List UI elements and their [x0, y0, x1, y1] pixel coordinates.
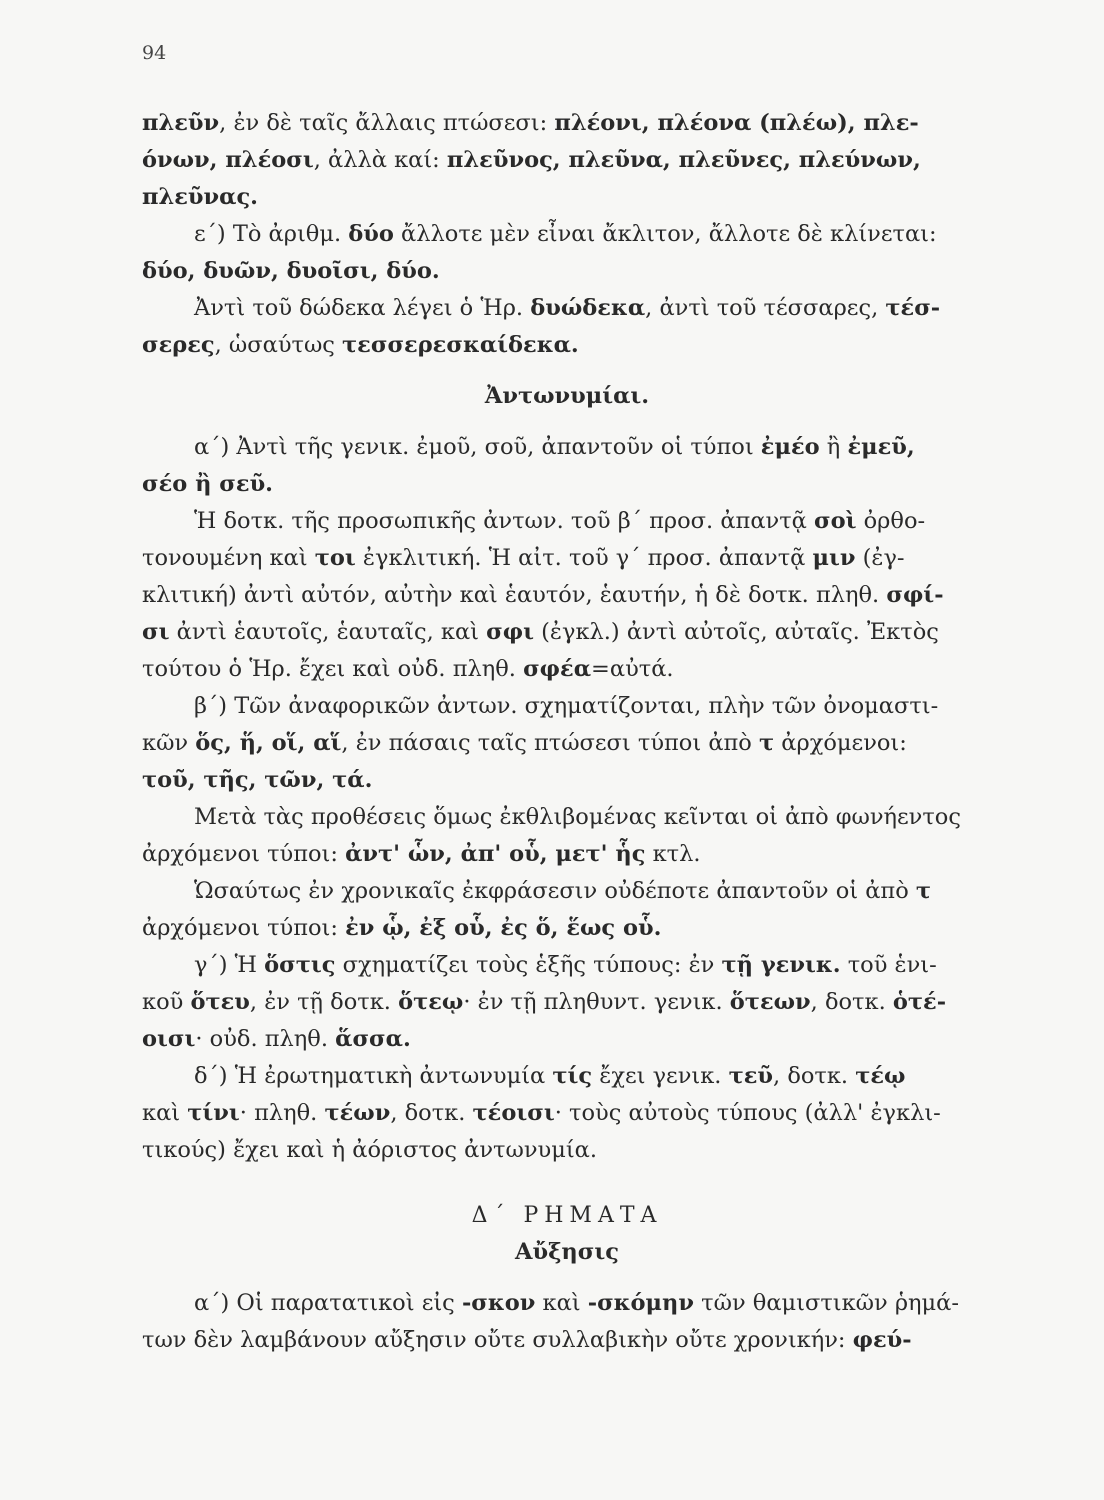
- bold-term: τίνι: [187, 1100, 240, 1126]
- text-line: [142, 910, 992, 947]
- text-run: Μετὰ τὰς προθέσεις ὅμως ἐκθλιβομένας κεῖνται οἱ ἀπὸ φωνήεντος: [194, 804, 961, 830]
- text-line: [142, 1322, 992, 1359]
- text-run: ἔχει γενικ.: [592, 1063, 729, 1089]
- text-run: ἀρχόμενοι τύποι:: [142, 915, 346, 941]
- text-run: κτλ.: [645, 841, 701, 867]
- bold-term: σφέα: [523, 656, 592, 682]
- text-run: Ἡ δοτκ. τῆς προσωπικῆς ἀντων. τοῦ β΄ προσ. ἀπαντᾷ: [194, 508, 814, 534]
- text-run: α΄) Ἀντὶ τῆς γενικ. ἐμοῦ, σοῦ, ἀπαντοῦν οἱ τύποι: [194, 434, 761, 460]
- text-run: α΄) Οἱ παρατατικοὶ εἰς: [194, 1290, 462, 1316]
- text-run: , ἐν δὲ ταῖς ἄλλαις πτώσεσι:: [219, 110, 555, 136]
- bold-term: σερες: [142, 332, 215, 358]
- text-run: , δοτκ.: [390, 1100, 473, 1126]
- bold-term: τέῳ: [855, 1063, 906, 1089]
- bold-term: σφι: [486, 619, 534, 645]
- bold-term: τίς: [552, 1063, 593, 1089]
- bold-term: τέσ-: [885, 295, 941, 321]
- text-line: [142, 378, 992, 415]
- text-run: ἀντὶ ἑαυτοῖς, ἑαυταῖς, καὶ: [169, 619, 487, 645]
- bold-term: ἀντ' ὧν, ἀπ' οὗ, μετ' ἧς: [345, 841, 646, 867]
- bold-term: ἅσσα.: [335, 1026, 411, 1052]
- bold-term: φεύ-: [852, 1327, 912, 1353]
- text-run: , ἐν πάσαις ταῖς πτώσεσι τύποι ἀπὸ: [341, 730, 760, 756]
- bold-term: δυώδεκα: [530, 295, 646, 321]
- bold-term: πλεῦνος, πλεῦνα, πλεῦνες, πλεύνων,: [446, 147, 921, 173]
- text-run: , ἐν τῇ δοτκ.: [249, 989, 399, 1015]
- text-run: των δὲν λαμβάνουν αὔξησιν οὔτε συλλαβικὴν οὔτε χρονικήν:: [142, 1327, 853, 1353]
- bold-term: ὅτεῳ: [398, 989, 464, 1015]
- bold-term: τοῦ, τῆς, τῶν, τά.: [142, 767, 373, 793]
- bold-term: τέων: [324, 1100, 391, 1126]
- text-line: [142, 290, 992, 327]
- text-line: [142, 216, 992, 253]
- bold-term: ἐμέο: [760, 434, 820, 460]
- bold-term: ὁτέ-: [892, 989, 947, 1015]
- text-line: [142, 836, 992, 873]
- bold-term: ὅτεων: [729, 989, 811, 1015]
- text-run: τούτου ὁ Ἡρ. ἔχει καὶ οὐδ. πληθ.: [142, 656, 524, 682]
- page-body: [142, 105, 992, 1359]
- text-line: [142, 179, 992, 216]
- text-run: ε΄) Τὸ ἀριθμ.: [194, 221, 349, 247]
- text-line: [142, 1095, 992, 1132]
- page-number: 94: [142, 42, 167, 64]
- text-run: , ἀλλὰ καί:: [313, 147, 447, 173]
- text-run: Ὡσαύτως ἐν χρονικαῖς ἐκφράσεσιν οὐδέποτε ἀπαντοῦν οἱ ἀπὸ: [194, 878, 916, 904]
- text-line: [142, 1058, 992, 1095]
- text-line: [142, 947, 992, 984]
- bold-term: τέοισι: [472, 1100, 555, 1126]
- text-run: καὶ: [535, 1290, 588, 1316]
- bold-term: δύο, δυῶν, δυοῖσι, δύο.: [142, 258, 440, 284]
- text-line: [142, 540, 992, 577]
- text-line: [142, 466, 992, 503]
- text-line: [142, 873, 992, 910]
- text-line: [142, 799, 992, 836]
- text-line: [142, 1234, 992, 1271]
- text-run: καὶ: [142, 1100, 188, 1126]
- bold-term: ἐν ᾧ, ἐξ οὗ, ἐς ὅ, ἕως οὗ.: [345, 915, 662, 941]
- text-line: [142, 429, 992, 466]
- text-line: [142, 688, 992, 725]
- bold-term: ὅστις: [264, 952, 336, 978]
- text-run: τικούς) ἔχει καὶ ἡ ἀόριστος ἀντωνυμία.: [142, 1137, 597, 1163]
- bold-term: Ἀντωνυμίαι.: [484, 383, 650, 409]
- text-line: [142, 725, 992, 762]
- text-run: =αὐτά.: [591, 656, 674, 682]
- bold-term: Αὔξησις: [515, 1239, 619, 1265]
- text-line: [142, 577, 992, 614]
- text-run: , ἀντὶ τοῦ τέσσαρες,: [645, 295, 886, 321]
- text-run: Δ΄ ΡΗΜΑΤΑ: [471, 1203, 663, 1228]
- text-run: δ΄) Ἡ ἐρωτηματικὴ ἀντωνυμία: [194, 1063, 553, 1089]
- text-run: γ΄) Ἡ: [194, 952, 265, 978]
- text-line: [142, 142, 992, 179]
- bold-term: πλεῦν: [142, 110, 220, 136]
- bold-term: δύο: [348, 221, 394, 247]
- text-run: (ἐγκλ.) ἀντὶ αὐτοῖς, αὐταῖς. Ἐκτὸς: [534, 619, 939, 645]
- text-run: ἐγκλιτική. Ἡ αἰτ. τοῦ γ΄ προσ. ἀπαντᾷ: [355, 545, 813, 571]
- bold-term: τεσσερεσκαίδεκα.: [342, 332, 579, 358]
- text-line: [142, 651, 992, 688]
- text-run: ἄλλοτε μὲν εἶναι ἄκλιτον, ἄλλοτε δὲ κλίνεται:: [393, 221, 937, 247]
- text-run: · οὐδ. πληθ.: [195, 1026, 336, 1052]
- text-line: [142, 762, 992, 799]
- text-run: , δοτκ.: [773, 1063, 856, 1089]
- text-run: (ἐγ-: [855, 545, 905, 571]
- bold-term: πλέονι, πλέονα (πλέω), πλε-: [554, 110, 919, 136]
- bold-term: σι: [142, 619, 170, 645]
- text-run: τοῦ ἑνι-: [840, 952, 937, 978]
- bold-term: τῇ γενικ.: [721, 952, 841, 978]
- text-run: ἀρχόμενοι:: [774, 730, 907, 756]
- bold-term: οισι: [142, 1026, 196, 1052]
- bold-term: ὅς, ἥ, οἵ, αἵ: [195, 730, 342, 756]
- bold-term: σοὶ: [814, 508, 857, 534]
- text-run: τῶν θαμιστικῶν ῥημά-: [694, 1290, 959, 1316]
- text-run: κῶν: [142, 730, 196, 756]
- text-line: [142, 1021, 992, 1058]
- bold-term: -σκόμην: [587, 1290, 694, 1316]
- text-run: · ἐν τῇ πληθυντ. γενικ.: [463, 989, 730, 1015]
- text-line: [142, 253, 992, 290]
- text-run: τονουμένη καὶ: [142, 545, 315, 571]
- text-line: [142, 614, 992, 651]
- text-line: [142, 1285, 992, 1322]
- text-run: · πληθ.: [239, 1100, 325, 1126]
- text-line: [142, 327, 992, 364]
- text-run: · τοὺς αὐτοὺς τύπους (ἀλλ' ἐγκλι-: [554, 1100, 941, 1126]
- text-run: ἢ: [819, 434, 848, 460]
- bold-term: ἐμεῦ,: [847, 434, 915, 460]
- bold-term: σέο ἢ σεῦ.: [142, 471, 274, 497]
- text-run: , δοτκ.: [810, 989, 893, 1015]
- bold-term: τ: [915, 878, 932, 904]
- text-line: [142, 503, 992, 540]
- bold-term: τ: [759, 730, 775, 756]
- bold-term: τεῦ: [728, 1063, 774, 1089]
- text-run: σχηματίζει τοὺς ἑξῆς τύπους: ἐν: [335, 952, 722, 978]
- text-run: ὀρθο-: [856, 508, 926, 534]
- text-line: [142, 984, 992, 1021]
- bold-term: πλεῦνας.: [142, 184, 258, 210]
- bold-term: ὅτευ: [190, 989, 250, 1015]
- text-run: Ἀντὶ τοῦ δώδεκα λέγει ὁ Ἡρ.: [194, 295, 531, 321]
- bold-term: μιν: [812, 545, 856, 571]
- text-run: κλιτική) ἀντὶ αὐτόν, αὐτὴν καὶ ἑαυτόν, ἑαυτήν, ἡ δὲ δοτκ. πληθ.: [142, 582, 887, 608]
- text-run: ἀρχόμενοι τύποι:: [142, 841, 346, 867]
- bold-term: τοι: [314, 545, 356, 571]
- text-line: [142, 1197, 992, 1234]
- text-line: [142, 1132, 992, 1169]
- bold-term: σφί-: [886, 582, 944, 608]
- bold-term: όνων, πλέοσι: [142, 147, 314, 173]
- text-line: [142, 105, 992, 142]
- bold-term: -σκον: [461, 1290, 536, 1316]
- text-run: , ὡσαύτως: [214, 332, 343, 358]
- text-run: κοῦ: [142, 989, 191, 1015]
- text-run: β΄) Τῶν ἀναφορικῶν ἀντων. σχηματίζονται, πλὴν τῶν ὀνομαστι-: [194, 693, 939, 719]
